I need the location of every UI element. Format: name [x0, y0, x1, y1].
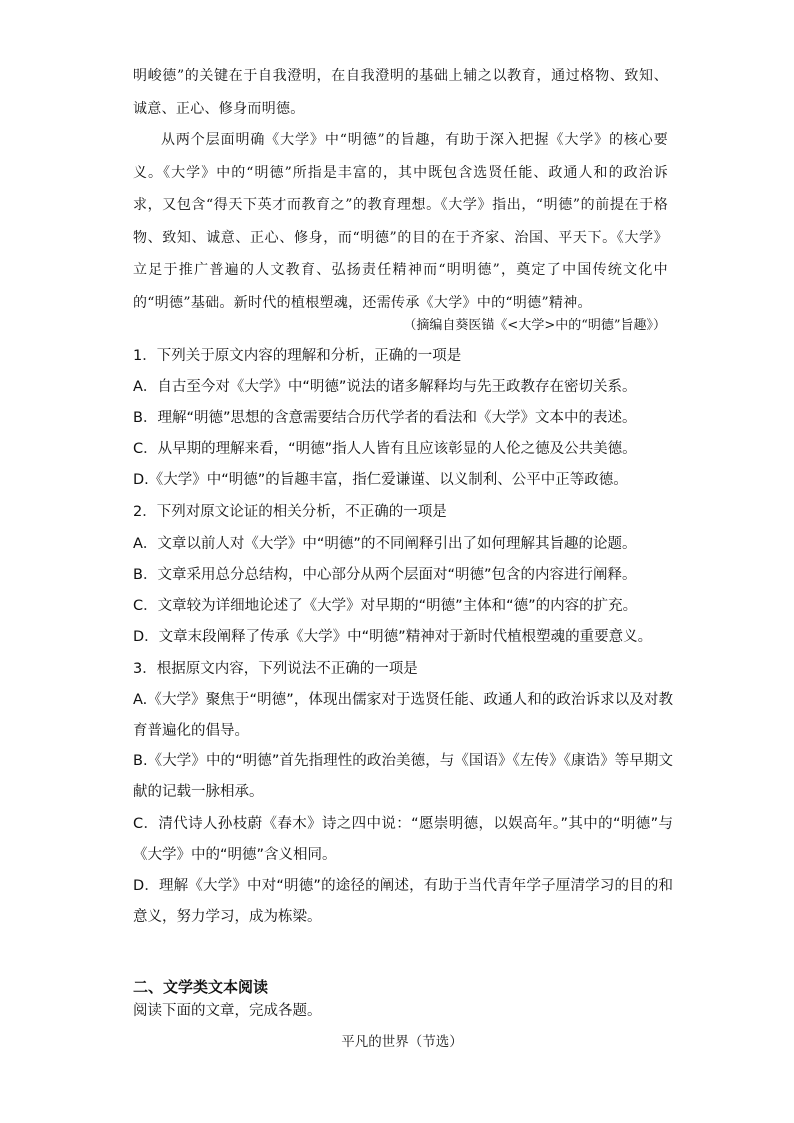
- question-3-option-b: B.《大学》中的“明德”首先指理性的政治美德，与《国语》《左传》《康诰》等早期文献的记载一脉相承。: [133, 753, 673, 800]
- passage-source: （摘编自葵医锚《<大学>中的“明德”旨趣》）: [403, 318, 666, 333]
- question-2-option-b: B．文章采用总分总结构，中心部分从两个层面对“明德”包含的内容进行阐释。: [133, 567, 637, 583]
- passage-paragraph-1: 明峻德”的关键在于自我澄明，在自我澄明的基础上辅之以教育，通过格物、致知、诚意、正心、修身而明德。: [133, 68, 668, 117]
- next-passage-title: 平凡的世界（节选）: [341, 1034, 463, 1050]
- question-1-option-a: A．自古至今对《大学》中“明德”说法的诸多解释均与先王政教存在密切关系。: [133, 379, 637, 395]
- passage-paragraph-2: 从两个层面明确《大学》中“明德”的旨趣，有助于深入把握《大学》的核心要义。《大学》中的“明德”所指是丰富的，其中既包含选贤任能、政通人和的政治诉求，又包含“得天下英才而教育之”的教育理想。《大学》指出，“明德”的前提在于格物、致知、诚意、正心、修身，而“明德”的目的在于齐家、治国、平天下。《大学》立足于推广普遍的人文教育、弘扬责任精神而“明明德”，奠定了中国传统文化中的“明德”基础。新时代的植根塑魂，还需传承《大学》中的“明德”精神。: [133, 132, 668, 311]
- question-3-option-a: A.《大学》聚焦于“明德”，体现出儒家对于选贤任能、政通人和的政治诉求以及对教育普遍化的倡导。: [133, 692, 673, 739]
- question-2-option-d: D．文章末段阐释了传承《大学》中“明德”精神对于新时代植根塑魂的重要意义。: [133, 629, 653, 645]
- question-3-stem: 3．根据原文内容，下列说法不正确的一项是: [133, 661, 418, 677]
- question-2-option-a: A．文章以前人对《大学》中“明德”的不同阐释引出了如何理解其旨趣的论题。: [133, 536, 637, 552]
- question-1-option-c: C．从早期的理解来看，“明德”指人人皆有且应该彰显的人伦之德及公共美德。: [133, 441, 637, 457]
- question-2-option-c: C．文章较为详细地论述了《大学》对早期的“明德”主体和“德”的内容的扩充。: [133, 598, 638, 614]
- question-1-stem: 1．下列关于原文内容的理解和分析，正确的一项是: [133, 348, 462, 364]
- section-instruction: 阅读下面的文章，完成各题。: [133, 1003, 322, 1019]
- question-1-option-d: D.《大学》中“明德”的旨趣丰富，指仁爱谦谨、以义制利、公平中正等政德。: [133, 472, 628, 488]
- section-title: 二、文学类文本阅读: [133, 978, 269, 996]
- question-1-option-b: B．理解“明德”思想的含意需要结合历代学者的看法和《大学》文本中的表述。: [133, 410, 637, 426]
- question-3-option-c: C．清代诗人孙枝蔚《春木》诗之四中说：“愿崇明德，以娱高年。”其中的“明德”与《大学》中的“明德”含义相同。: [133, 816, 673, 863]
- question-3-option-d: D．理解《大学》中对“明德”的途径的阐述，有助于当代青年学子厘清学习的目的和意义，努力学习，成为栋梁。: [133, 878, 673, 925]
- question-2-stem: 2．下列对原文论证的相关分析，不正确的一项是: [133, 504, 447, 520]
